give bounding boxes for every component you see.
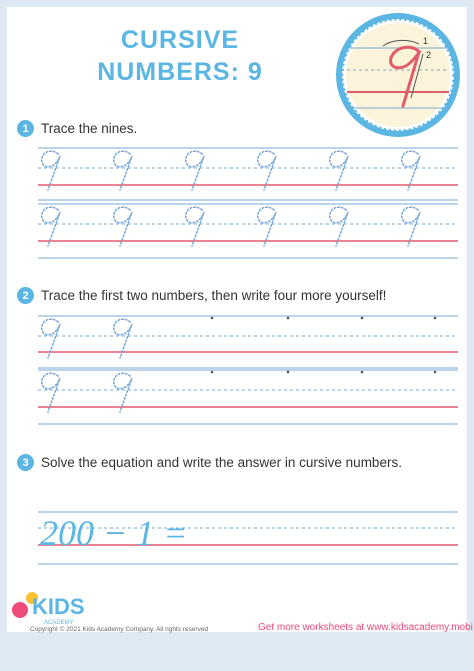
task-3-number: 3 [17,454,34,471]
task-1-number: 1 [17,120,34,137]
more-worksheets-link[interactable]: Get more worksheets at www.kidsacademy.mobi [258,622,473,633]
traced-nine [258,207,276,246]
start-dot [287,317,290,320]
start-dot [434,317,437,320]
task-1-text: Trace the nines. [41,121,138,136]
row-4 [38,370,458,424]
traced-nine [114,373,132,412]
traced-nine [402,151,420,190]
traced-nine [330,151,348,190]
logo-sub: ACADEMY [44,620,74,626]
traced-nines-row-4 [42,373,132,412]
kids-academy-logo [10,584,110,628]
task-3-text: Solve the equation and write the answer in cursive numbers. [41,455,402,470]
title-line-1: CURSIVE [120,26,240,54]
logo-name: KIDS [32,594,85,619]
start-dot [211,371,214,374]
traced-nine [114,151,132,190]
traced-nine [402,207,420,246]
start-dot [287,371,290,374]
arrow-1-label: 1 [423,36,429,46]
copyright-text: Copyright © 2021 Kids Academy Company. All rights reserved [30,626,209,633]
traced-nine [42,373,60,412]
traced-nines-row-2 [42,207,420,246]
traced-nine [330,207,348,246]
traced-nine [186,151,204,190]
start-dot [211,317,214,320]
traced-nine [258,151,276,190]
traced-nine [114,207,132,246]
equation-text: 200 − 1 = [40,513,188,553]
row-1 [38,148,458,200]
start-dots [211,317,437,374]
start-dot [361,317,364,320]
traced-nine [42,151,60,190]
traced-nine [186,207,204,246]
start-dot [434,371,437,374]
start-dot [361,371,364,374]
title-line-2: NUMBERS: 9 [97,58,263,86]
arrow-2-label: 2 [426,50,432,60]
traced-nine [42,207,60,246]
task-2-number: 2 [17,287,34,304]
row-3 [38,316,458,368]
traced-nines-row-1 [42,151,420,190]
row-2 [38,204,458,258]
task-2-text: Trace the first two numbers, then write four more yourself! [41,288,387,303]
